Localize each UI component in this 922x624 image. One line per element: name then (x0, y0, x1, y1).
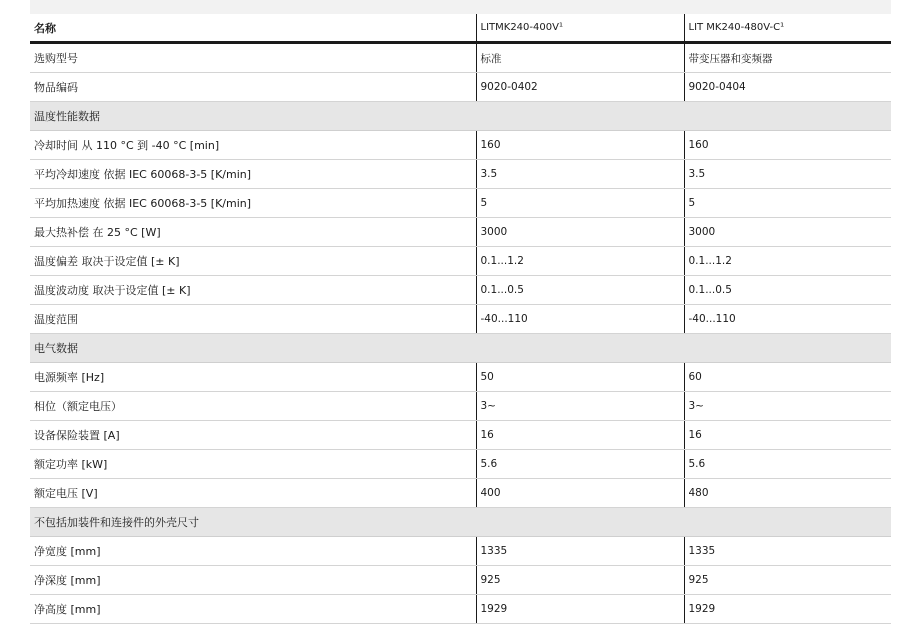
model-b-value: 16 (684, 421, 891, 450)
table-row (30, 595, 891, 624)
model-a-value: 1929 (476, 595, 684, 624)
model-a-column-header: LITMK240-400V¹ (476, 14, 684, 43)
row-label: 设备保险装置 [A] (30, 421, 476, 450)
model-a-value: 9020-0402 (476, 73, 684, 102)
model-a-value: 50 (476, 363, 684, 392)
table-row (30, 43, 891, 73)
model-b-value: 5.6 (684, 450, 891, 479)
table-row (30, 363, 891, 392)
model-a-value: 5 (476, 189, 684, 218)
row-label: 最大热补偿 在 25 °C [W] (30, 218, 476, 247)
row-label: 净深度 [mm] (30, 566, 476, 595)
model-a-value: -40...110 (476, 305, 684, 334)
model-a-value: 0.1...0.5 (476, 276, 684, 305)
table-row (30, 392, 891, 421)
model-a-value: 5.6 (476, 450, 684, 479)
table-row (30, 73, 891, 102)
model-b-value: 60 (684, 363, 891, 392)
section-header-row (30, 508, 891, 537)
spec-table-body (30, 43, 891, 624)
table-row (30, 131, 891, 160)
model-b-value: 带变压器和变频器 (684, 43, 891, 73)
spec-table (30, 14, 891, 624)
model-b-value: 3000 (684, 218, 891, 247)
row-label: 额定功率 [kW] (30, 450, 476, 479)
model-b-value: 925 (684, 566, 891, 595)
row-label: 温度范围 (30, 305, 476, 334)
model-b-value: 160 (684, 131, 891, 160)
table-row (30, 450, 891, 479)
section-title: 不包括加装件和连接件的外壳尺寸 (30, 508, 891, 537)
table-row (30, 218, 891, 247)
section-header-row (30, 102, 891, 131)
model-a-value: 3.5 (476, 160, 684, 189)
table-row (30, 421, 891, 450)
row-label: 平均加热速度 依据 IEC 60068-3-5 [K/min] (30, 189, 476, 218)
model-b-value: 3~ (684, 392, 891, 421)
header-row (30, 14, 891, 43)
model-a-value: 160 (476, 131, 684, 160)
row-label: 平均冷却速度 依据 IEC 60068-3-5 [K/min] (30, 160, 476, 189)
table-row (30, 276, 891, 305)
table-row (30, 305, 891, 334)
model-b-value: 1335 (684, 537, 891, 566)
table-row (30, 247, 891, 276)
section-title: 温度性能数据 (30, 102, 891, 131)
model-b-value: 9020-0404 (684, 73, 891, 102)
model-b-value: 480 (684, 479, 891, 508)
section-title: 电气数据 (30, 334, 891, 363)
row-label: 冷却时间 从 110 °C 到 -40 °C [min] (30, 131, 476, 160)
model-b-value: -40...110 (684, 305, 891, 334)
model-b-column-header: LIT MK240-480V-C¹ (684, 14, 891, 43)
model-a-value: 标准 (476, 43, 684, 73)
table-row (30, 479, 891, 508)
section-header-row (30, 334, 891, 363)
spec-table-header (30, 14, 891, 43)
row-label: 相位（额定电压） (30, 392, 476, 421)
model-b-value: 3.5 (684, 160, 891, 189)
model-b-value: 0.1...0.5 (684, 276, 891, 305)
row-label: 额定电压 [V] (30, 479, 476, 508)
model-b-value: 5 (684, 189, 891, 218)
model-b-value: 0.1...1.2 (684, 247, 891, 276)
top-strip (30, 0, 891, 14)
name-column-header: 名称 (30, 14, 476, 43)
table-row (30, 160, 891, 189)
table-row (30, 566, 891, 595)
model-a-value: 0.1...1.2 (476, 247, 684, 276)
row-label: 物品编码 (30, 73, 476, 102)
row-label: 温度偏差 取决于设定值 [± K] (30, 247, 476, 276)
model-a-value: 3000 (476, 218, 684, 247)
table-row (30, 537, 891, 566)
row-label: 净宽度 [mm] (30, 537, 476, 566)
model-a-value: 1335 (476, 537, 684, 566)
row-label: 温度波动度 取决于设定值 [± K] (30, 276, 476, 305)
row-label: 电源频率 [Hz] (30, 363, 476, 392)
row-label: 选购型号 (30, 43, 476, 73)
model-b-value: 1929 (684, 595, 891, 624)
model-a-value: 400 (476, 479, 684, 508)
model-a-value: 16 (476, 421, 684, 450)
row-label: 净高度 [mm] (30, 595, 476, 624)
model-a-value: 925 (476, 566, 684, 595)
model-a-value: 3~ (476, 392, 684, 421)
table-row (30, 189, 891, 218)
